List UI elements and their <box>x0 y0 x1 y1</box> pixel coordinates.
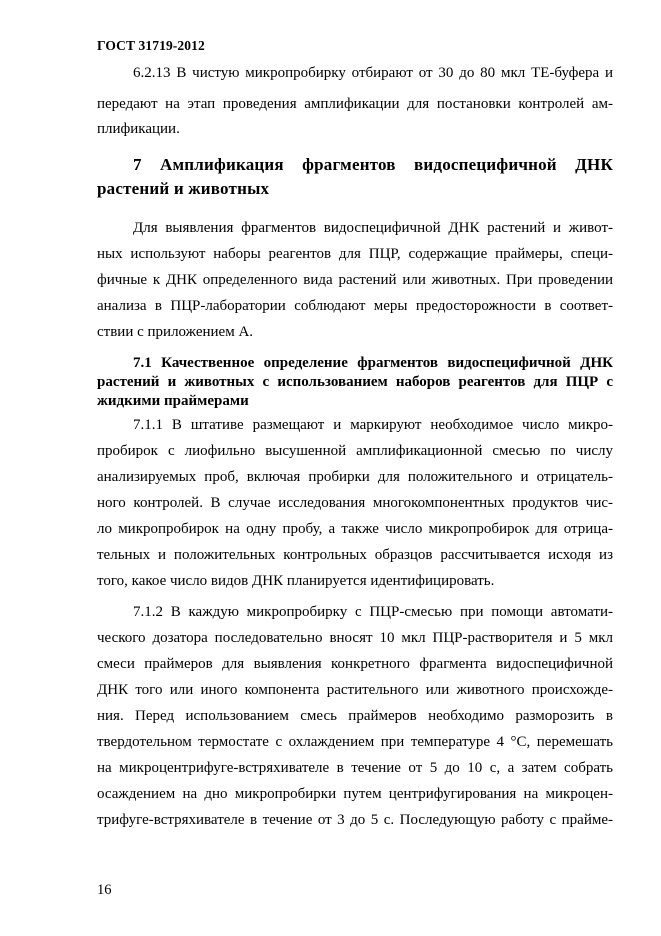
text-line: ных используют наборы реагентов для ПЦР, содержащие праймеры, специ- <box>97 246 613 262</box>
text-line: анализа в ПЦР-лаборатории соблюдают меры предосторожности в соответ- <box>97 298 613 314</box>
text-line: трифуге-встряхивателе в течение от 3 до 5 с. Последующую работу с прайме- <box>97 812 613 828</box>
text-line: пробирок с лиофильно высушенной амплификационной смесью по числу <box>97 443 613 459</box>
section-heading: растений и животных <box>97 179 270 198</box>
text-line: 7.1.2 В каждую микропробирку с ПЦР-смесью при помощи автомати- <box>133 604 613 620</box>
text-line: ДНК того или иного компонента растительного или животного происхожде- <box>97 682 613 698</box>
text-line: 7.1.1 В штативе размещают и маркируют необходимое число микро- <box>133 417 613 433</box>
page-number: 16 <box>97 882 112 898</box>
text-line: осаждением на дно микропробирки путем центрифугирования на микроцен- <box>97 786 613 802</box>
subsection-heading: растений и животных с использованием наборов реагентов для ПЦР с <box>97 374 613 390</box>
text-line: того, какое число видов ДНК планируется идентифицировать. <box>97 573 495 589</box>
text-line: Для выявления фрагментов видоспецифичной ДНК растений и живот- <box>133 220 613 236</box>
text-line: фичные к ДНК определенного вида растений или животных. При проведении <box>97 272 613 288</box>
text-line: плификации. <box>97 121 180 137</box>
standard-number: ГОСТ 31719-2012 <box>97 38 205 53</box>
text-line: тельных и положительных контрольных образцов рассчитывается исходя из <box>97 547 613 563</box>
text-line: анализируемых проб, включая пробирки для положительного и отрицатель- <box>97 469 613 485</box>
text-line: ния. Перед использованием смесь праймеров необходимо разморозить в <box>97 708 613 724</box>
subsection-heading: 7.1 Качественное определение фрагментов видоспецифичной ДНК <box>133 355 613 371</box>
text-line: ного контролей. В случае исследования многокомпонентных продуктов чис- <box>97 495 613 511</box>
text-line: смеси праймеров для выявления конкретного фрагмента видоспецифичной <box>97 656 613 672</box>
text-line: ло микропробирок на одну пробу, а также число микропробирок для отрица- <box>97 521 613 537</box>
text-line: ческого дозатора последовательно вносят 10 мкл ПЦР-растворителя и 5 мкл <box>97 630 613 646</box>
subsection-heading: жидкими праймерами <box>97 393 249 409</box>
text-line: твердотельном термостате с охлаждением при температуре 4 °С, перемешать <box>97 734 613 750</box>
section-heading: 7 Амплификация фрагментов видоспецифичной ДНК <box>133 155 613 174</box>
text-line: передают на этап проведения амплификации для постановки контролей ам- <box>97 96 613 112</box>
text-line: ствии с приложением А. <box>97 324 254 340</box>
text-line: 6.2.13 В чистую микропробирку отбирают от 30 до 80 мкл ТЕ-буфера и <box>133 65 613 81</box>
text-line: на микроцентрифуге-встряхивателе в течение от 5 до 10 с, а затем собрать <box>97 760 613 776</box>
